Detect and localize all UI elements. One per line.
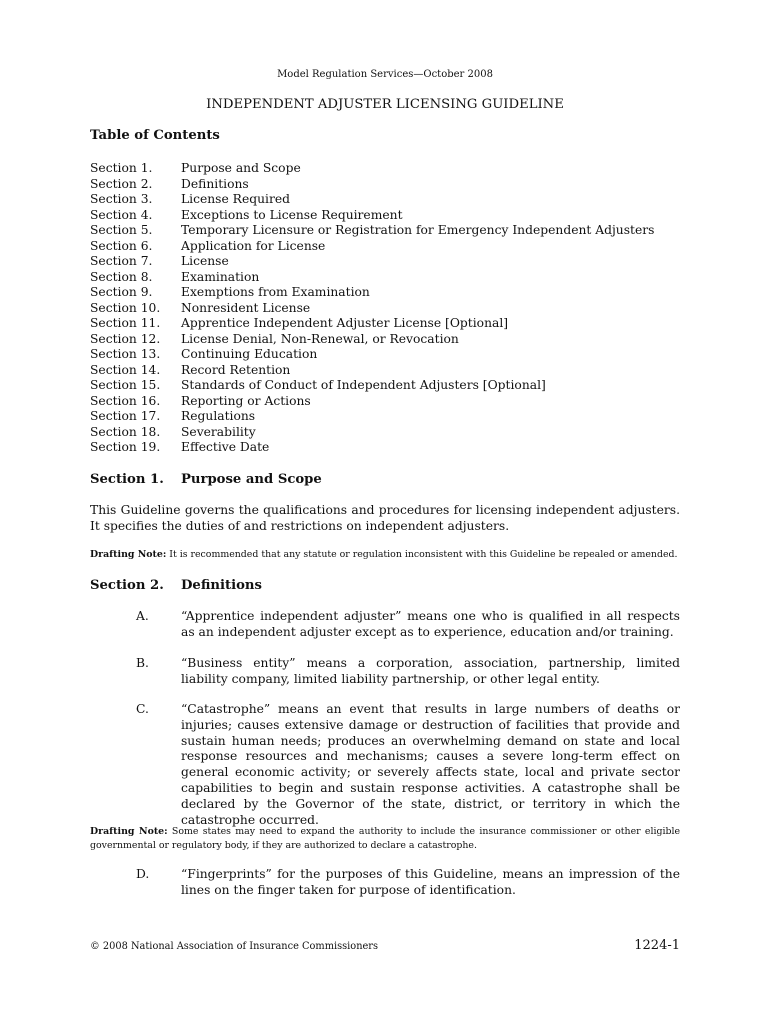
- toc-entry: [90, 378, 654, 394]
- toc-section-title: Apprentice Independent Adjuster License [Optional]: [181, 316, 509, 330]
- drafting-note-text: Some states may need to expand the authority to include the insurance commissioner or other eligible governmental or regulatory body, if they are authorized to declare a catastrophe.: [90, 826, 680, 851]
- definition-text: “Business entity” means a corporation, association, partnership, limited liability company, limited liability partnership, or other legal entity.: [181, 656, 680, 686]
- toc-section-number: Section 12.: [90, 331, 161, 346]
- toc-entry: [90, 347, 654, 363]
- toc-section-title: Continuing Education: [181, 347, 318, 361]
- toc-entry: [90, 239, 654, 255]
- definition-item: [90, 702, 680, 828]
- section-number: Section 1.: [90, 472, 164, 487]
- toc-section-title: Regulations: [181, 409, 256, 423]
- toc-entry: [90, 425, 654, 441]
- toc-section-number: Section 15.: [90, 378, 161, 392]
- definition-text: “Fingerprints” for the purposes of this Guideline, means an impression of the lines on the finger taken for purpose of identification.: [181, 867, 680, 897]
- toc-entry: [90, 270, 654, 286]
- toc-section-title: Exceptions to License Requirement: [181, 207, 403, 222]
- section-title: Definitions: [181, 578, 262, 593]
- document-title: INDEPENDENT ADJUSTER LICENSING GUIDELINE: [206, 97, 564, 112]
- definition-letter: D.: [136, 867, 150, 881]
- definition-letter: A.: [136, 609, 149, 623]
- toc-section-title: Examination: [181, 269, 260, 284]
- toc-section-number: Section 14.: [90, 362, 161, 377]
- section-2-heading: [90, 578, 262, 593]
- toc-section-number: Section 9.: [90, 285, 153, 299]
- toc-section-number: Section 17.: [90, 409, 161, 423]
- drafting-note-text: It is recommended that any statute or regulation inconsistent with this Guideline be repealed or amended.: [166, 549, 678, 560]
- drafting-note-label: Drafting Note:: [90, 826, 168, 837]
- drafting-note: [90, 825, 680, 852]
- toc-section-title: Record Retention: [181, 362, 291, 377]
- toc-section-title: Purpose and Scope: [181, 161, 301, 175]
- toc-section-title: Temporary Licensure or Registration for Emergency Independent Adjusters: [181, 223, 655, 237]
- toc-section-number: Section 4.: [90, 207, 153, 222]
- section-1-heading: [90, 472, 322, 487]
- toc-section-title: Application for License: [181, 238, 326, 253]
- toc-section-number: Section 8.: [90, 269, 153, 284]
- toc-heading: Table of Contents: [90, 128, 220, 143]
- toc-entry: [90, 301, 654, 317]
- toc-section-title: Standards of Conduct of Independent Adjusters [Optional]: [181, 378, 546, 392]
- definition-letter: B.: [136, 656, 149, 670]
- drafting-note: [90, 548, 680, 562]
- page-number: 1224-1: [634, 938, 680, 953]
- toc-section-title: Nonresident License: [181, 300, 311, 315]
- toc-section-title: License Required: [181, 192, 290, 206]
- definition-item: [90, 867, 680, 899]
- toc-entry: [90, 208, 654, 224]
- toc-section-number: Section 13.: [90, 347, 161, 361]
- toc-section-number: Section 5.: [90, 223, 153, 237]
- toc-section-number: Section 6.: [90, 238, 153, 253]
- definition-text: “Apprentice independent adjuster” means one who is qualified in all respects as an independent adjuster except as to experience, education and/or training.: [181, 609, 680, 639]
- toc-entry: [90, 409, 654, 425]
- toc-section-title: Effective Date: [181, 440, 270, 454]
- section-1-body: This Guideline governs the qualifications and procedures for licensing independent adjusters. It specifies the duties of and restrictions on independent adjusters.: [90, 503, 680, 533]
- toc-section-number: Section 7.: [90, 254, 153, 268]
- drafting-note-label: Drafting Note:: [90, 549, 167, 560]
- definition-item: [90, 609, 680, 641]
- toc-section-number: Section 3.: [90, 192, 153, 206]
- running-header: Model Regulation Services—October 2008: [277, 69, 493, 80]
- definition-text: “Catastrophe” means an event that results in large numbers of deaths or injuries; causes extensive damage or destruction of facilities that provide and sustain human needs; produces an overwhelming demand on state and local response resources and mechanisms; causes a severe long-term effect on general economic activity; or severely affects state, local and private sector capabilities to begin and sustain response activities. A catastrophe shall be declared by the Governor of the state, district, or territory in which the catastrophe occurred.: [181, 702, 680, 827]
- toc-entry: [90, 192, 654, 208]
- table-of-contents: [90, 161, 654, 456]
- toc-section-number: Section 11.: [90, 316, 161, 330]
- toc-section-title: Reporting or Actions: [181, 393, 311, 408]
- toc-section-number: Section 10.: [90, 300, 161, 315]
- footer-copyright: © 2008 National Association of Insurance Commissioners: [90, 941, 379, 952]
- toc-section-title: Severability: [181, 424, 256, 439]
- toc-section-title: License: [181, 254, 229, 268]
- toc-section-title: License Denial, Non-Renewal, or Revocation: [181, 331, 459, 346]
- toc-entry: [90, 161, 654, 177]
- toc-entry: [90, 440, 654, 456]
- section-number: Section 2.: [90, 578, 164, 593]
- definition-letter: C.: [136, 702, 149, 716]
- toc-entry: [90, 394, 654, 410]
- toc-entry: [90, 285, 654, 301]
- toc-section-title: Definitions: [181, 176, 249, 191]
- toc-entry: [90, 254, 654, 270]
- toc-entry: [90, 223, 654, 239]
- section-title: Purpose and Scope: [181, 472, 322, 487]
- toc-section-number: Section 19.: [90, 440, 161, 454]
- toc-entry: [90, 332, 654, 348]
- toc-entry: [90, 316, 654, 332]
- toc-section-number: Section 1.: [90, 161, 153, 175]
- definition-item: [90, 656, 680, 688]
- toc-section-number: Section 16.: [90, 393, 161, 408]
- toc-section-number: Section 2.: [90, 176, 153, 191]
- toc-entry: [90, 177, 654, 193]
- toc-section-title: Exemptions from Examination: [181, 285, 370, 299]
- toc-section-number: Section 18.: [90, 424, 161, 439]
- toc-entry: [90, 363, 654, 379]
